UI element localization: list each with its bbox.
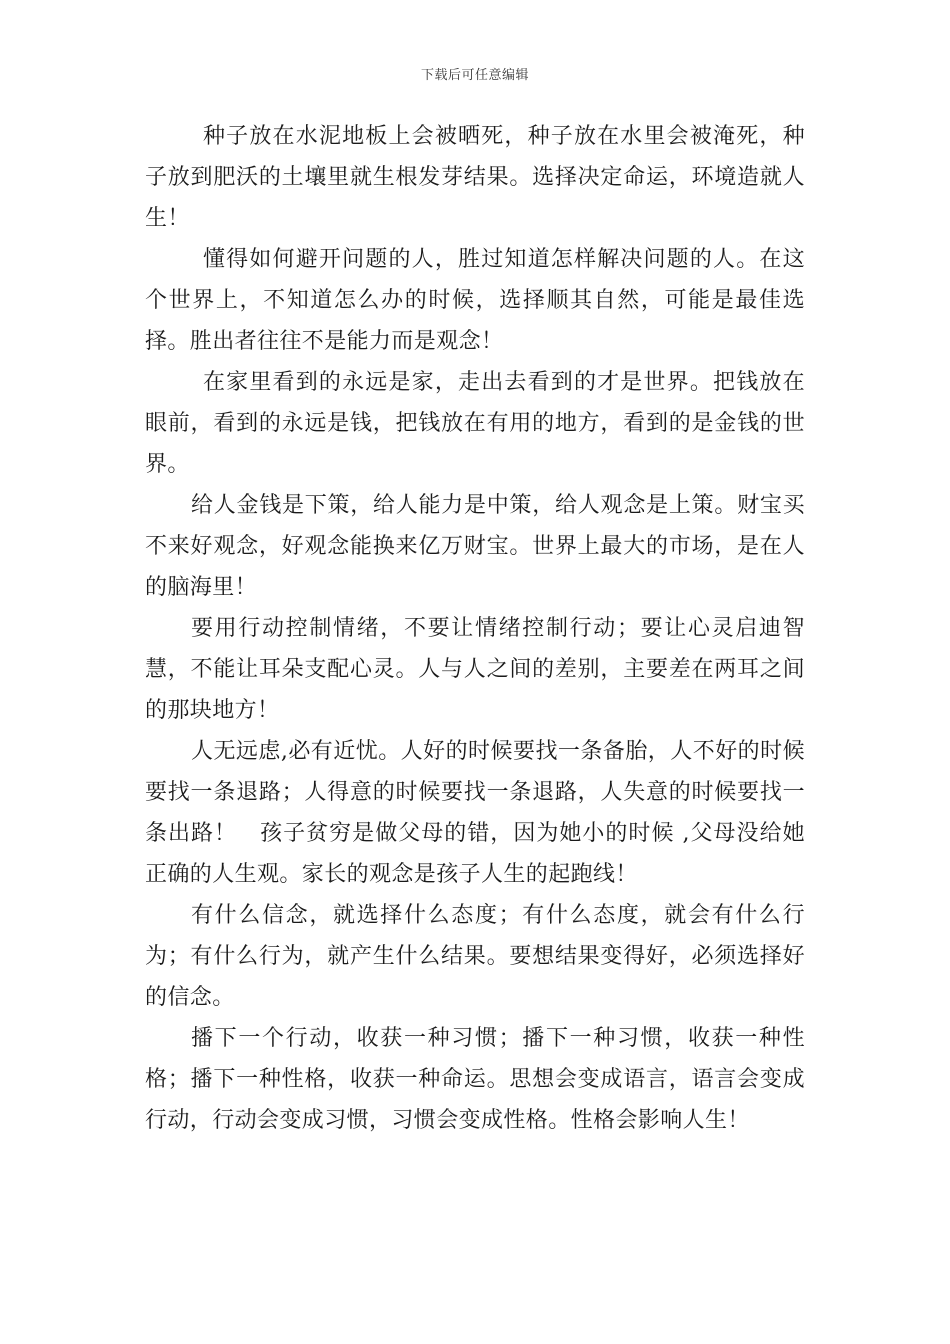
page-header: 下载后可任意编辑 [420,68,529,83]
paragraph-foresight: 人无远虑,必有近忧。人好的时候要找一条备胎，人不好的时候要找一条退路；人得意的时候要找一条退路，人失意的时候要找一条出路！ 孩子贫穷是做父母的错，因为她小的时候 ,父母没给她正确的人生观。家长的观念是孩子人生的起跑线！ [145,739,805,887]
paragraph-habit: 播下一个行动，收获一种习惯；播下一种习惯，收获一种性格；播下一种性格，收获一种命运。思想会变成语言，语言会变成行动，行动会变成习惯，习惯会变成性格。性格会影响人生！ [145,1026,805,1133]
paragraph-home-world: 在家里看到的永远是家，走出去看到的才是世界。把钱放在眼前，看到的永远是钱，把钱放在有用的地方，看到的是金钱的世界。 [145,370,805,477]
paragraph-seed: 种子放在水泥地板上会被晒死，种子放在水里会被淹死，种子放到肥沃的土壤里就生根发芽结果。选择决定命运，环境造就人生！ [145,124,805,231]
paragraph-money-concept: 给人金钱是下策，给人能力是中策，给人观念是上策。财宝买不来好观念，好观念能换来亿万财宝。世界上最大的市场，是在人的脑海里！ [145,493,805,600]
paragraph-emotion-control: 要用行动控制情绪，不要让情绪控制行动；要让心灵启迪智慧，不能让耳朵支配心灵。人与人之间的差别，主要差在两耳之间的那块地方！ [145,616,805,723]
paragraph-belief: 有什么信念，就选择什么态度；有什么态度，就会有什么行为；有什么行为，就产生什么结果。要想结果变得好，必须选择好的信念。 [145,903,805,1010]
document-body [145,116,805,1141]
paragraph-avoid-problems: 懂得如何避开问题的人，胜过知道怎样解决问题的人。在这个世界上，不知道怎么办的时候，选择顺其自然，可能是最佳选择。胜出者往往不是能力而是观念！ [145,247,805,354]
